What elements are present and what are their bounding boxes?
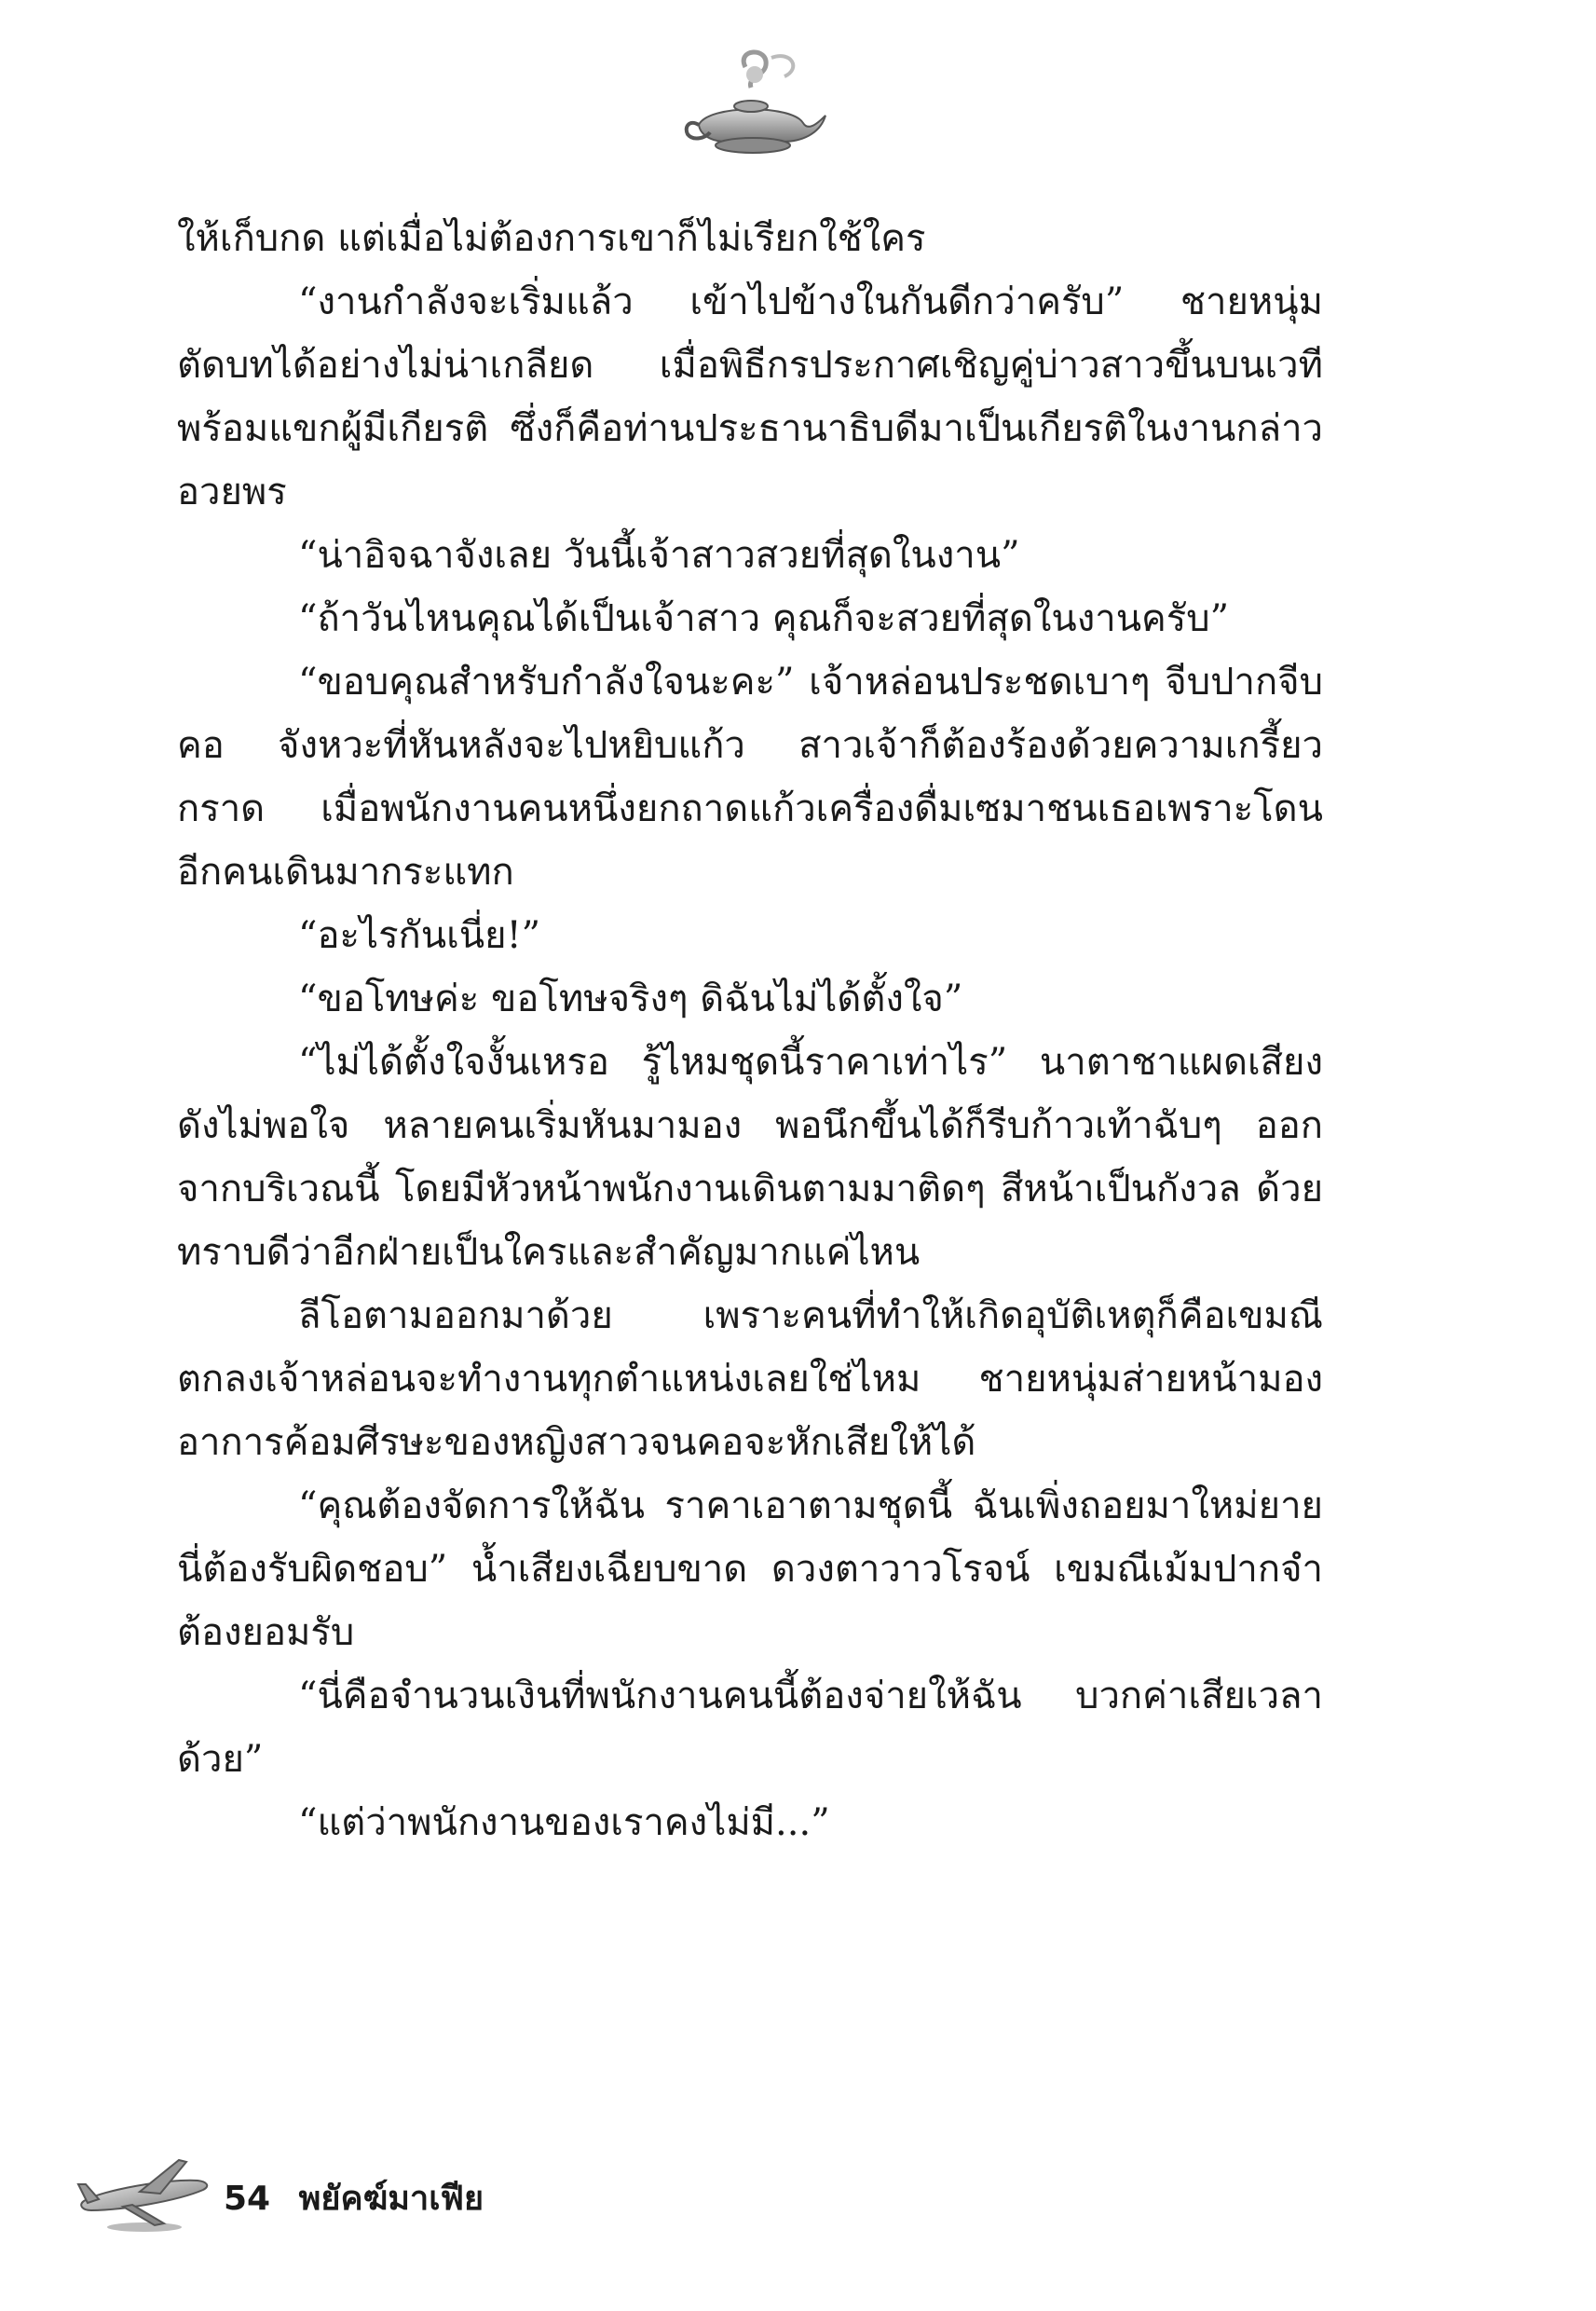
paragraph: “แต่ว่าพนักงานของเราคงไม่มี...” bbox=[298, 1801, 830, 1844]
paragraph: ลีโอตามออกมาด้วย เพราะคนที่ทำให้เกิดอุบัติเหตุก็คือเขมณี ตกลงเจ้าหล่อนจะทำงานทุกตำแหน่งเลยใช่ไหม ชายหนุ่มส่ายหน้ามองอาการค้อมศีรษะของหญิงสาวจนคอจะหักเสียให้ได้ bbox=[177, 1294, 1323, 1464]
paragraph: “ไม่ได้ตั้งใจงั้นเหรอ รู้ไหมชุดนี้ราคาเท่าไร” นาตาชาแผดเสียงดังไม่พอใจ หลายคนเริ่มหันมามอง พอนึกขึ้นได้ก็รีบก้าวเท้าฉับๆ ออกจากบริเวณนี้ โดยมีหัวหน้าพนักงานเดินตามมาติดๆ สีหน้าเป็นกังวล ด้วยทราบดีว่าอีกฝ่ายเป็นใครและสำคัญมากแค่ไหน bbox=[177, 1041, 1323, 1274]
paragraph: “คุณต้องจัดการให้ฉัน ราคาเอาตามชุดนี้ ฉันเพิ่งถอยมาใหม่ยายนี่ต้องรับผิดชอบ” น้ำเสียงเฉียบขาด ดวงตาวาวโรจน์ เขมณีเม้มปากจำต้องยอมรับ bbox=[177, 1484, 1323, 1654]
paragraph: “งานกำลังจะเริ่มแล้ว เข้าไปข้างในกันดีกว่าครับ” ชายหนุ่มตัดบทได้อย่างไม่น่าเกลียด เมื่อพิธีกรประกาศเชิญคู่บ่าวสาวขึ้นบนเวที พร้อมแขกผู้มีเกียรติ ซึ่งก็คือท่านประธานาธิบดีมาเป็นเกียรติในงานกล่าวอวยพร bbox=[177, 280, 1323, 513]
page-number: 54 bbox=[224, 2180, 271, 2218]
paragraph: “อะไรกันเนี่ย!” bbox=[298, 914, 541, 957]
body-text bbox=[177, 207, 1323, 1854]
paragraph: “ขอโทษค่ะ ขอโทษจริงๆ ดิฉันไม่ได้ตั้งใจ” bbox=[298, 978, 963, 1020]
page-footer bbox=[75, 2143, 727, 2255]
airplane-icon bbox=[75, 2153, 214, 2236]
genie-lamp-icon bbox=[680, 48, 829, 160]
paragraph: “นี่คือจำนวนเงินที่พนักงานคนนี้ต้องจ่ายให้ฉัน บวกค่าเสียเวลาด้วย” bbox=[177, 1675, 1323, 1781]
paragraph: “น่าอิจฉาจังเลย วันนี้เจ้าสาวสวยที่สุดในงาน” bbox=[298, 534, 1020, 577]
book-title: พยัคฆ์มาเฟีย bbox=[298, 2180, 484, 2218]
paragraph: ให้เก็บกด แต่เมื่อไม่ต้องการเขาก็ไม่เรียกใช้ใคร bbox=[177, 217, 926, 260]
paragraph: “ถ้าวันไหนคุณได้เป็นเจ้าสาว คุณก็จะสวยที่สุดในงานครับ” bbox=[298, 597, 1230, 640]
paragraph: “ขอบคุณสำหรับกำลังใจนะคะ” เจ้าหล่อนประชดเบาๆ จีบปากจีบคอ จังหวะที่หันหลังจะไปหยิบแก้ว สาวเจ้าก็ต้องร้องด้วยความเกรี้ยวกราด เมื่อพนักงานคนหนึ่งยกถาดแก้วเครื่องดื่มเซมาชนเธอเพราะโดนอีกคนเดินมากระแทก bbox=[177, 661, 1323, 894]
